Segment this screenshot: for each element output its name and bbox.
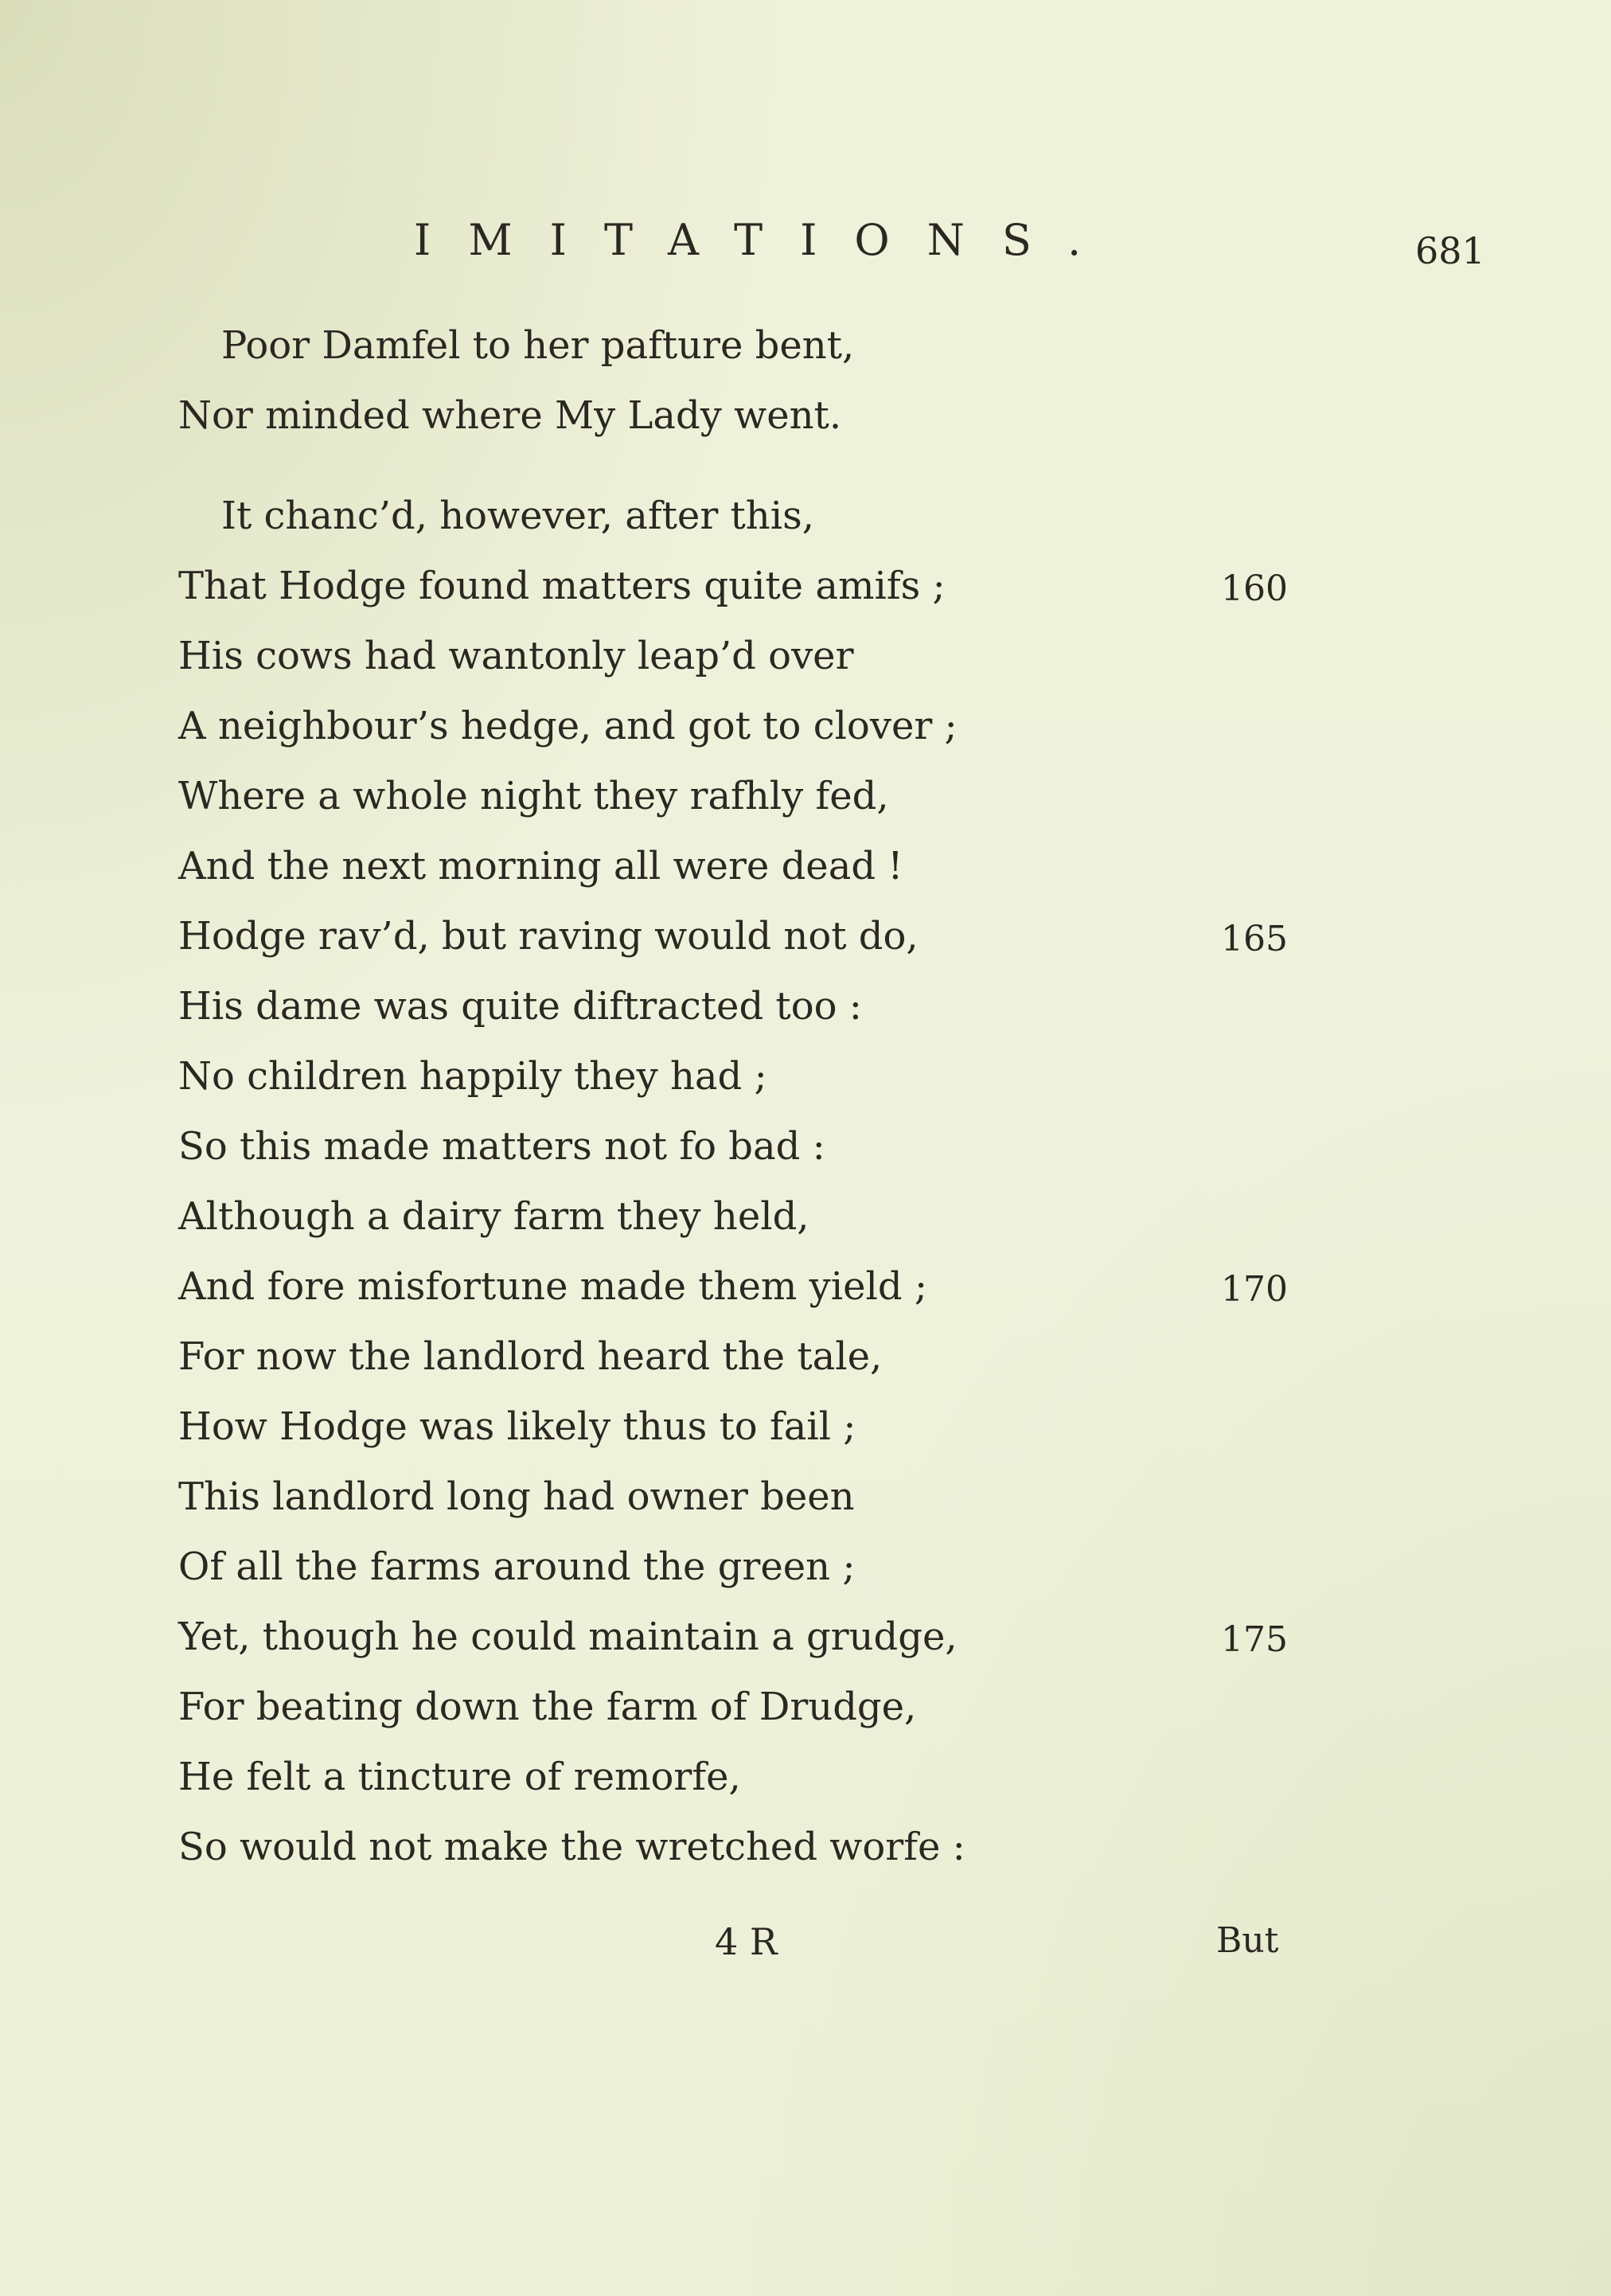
catchword: But (1216, 1920, 1279, 1961)
poem-line: No children happily they had ; (178, 1054, 767, 1099)
poem-line: Where a whole night they rafhly fed, (178, 774, 889, 818)
line-number: 160 (1221, 568, 1288, 609)
poem-line: His cows had wantonly leap’d over (178, 634, 854, 678)
poem-line: That Hodge found matters quite amifs ; (178, 564, 946, 608)
poem-line: Hodge rav’d, but raving would not do, (178, 914, 919, 959)
poem-line: For beating down the farm of Drudge, (178, 1685, 917, 1729)
poem-line: Nor minded where My Lady went. (178, 393, 842, 438)
signature-mark: 4 R (715, 1920, 778, 1963)
poem-line: Poor Damfel to her pafture bent, (221, 323, 855, 368)
poem-line: Yet, though he could maintain a grudge, (178, 1615, 958, 1659)
line-number: 170 (1221, 1269, 1288, 1310)
poem-line: Of all the farms around the green ; (178, 1544, 856, 1589)
poem-line: He felt a tincture of remorfe, (178, 1755, 741, 1799)
poem-line: So this made matters not fo bad : (178, 1124, 825, 1169)
poem-line: Although a dairy farm they held, (178, 1194, 809, 1239)
poem-line: This landlord long had owner been (178, 1474, 855, 1519)
poem-line: His dame was quite diftracted too : (178, 984, 862, 1029)
page-number: 681 (1415, 229, 1485, 272)
poem-line: And the next morning all were dead ! (178, 844, 903, 888)
poem-line: A neighbour’s hedge, and got to clover ; (178, 704, 958, 748)
poem-line: How Hodge was likely thus to fail ; (178, 1404, 856, 1449)
poem-line: So would not make the wretched worfe : (178, 1825, 965, 1869)
line-number: 175 (1221, 1619, 1288, 1660)
running-title: IMITATIONS. (414, 215, 1119, 265)
line-number: 165 (1221, 919, 1288, 959)
poem-line: For now the landlord heard the tale, (178, 1334, 883, 1379)
poem-line: It chanc’d, however, after this, (221, 494, 814, 538)
poem-line: And fore misfortune made them yield ; (178, 1264, 928, 1309)
